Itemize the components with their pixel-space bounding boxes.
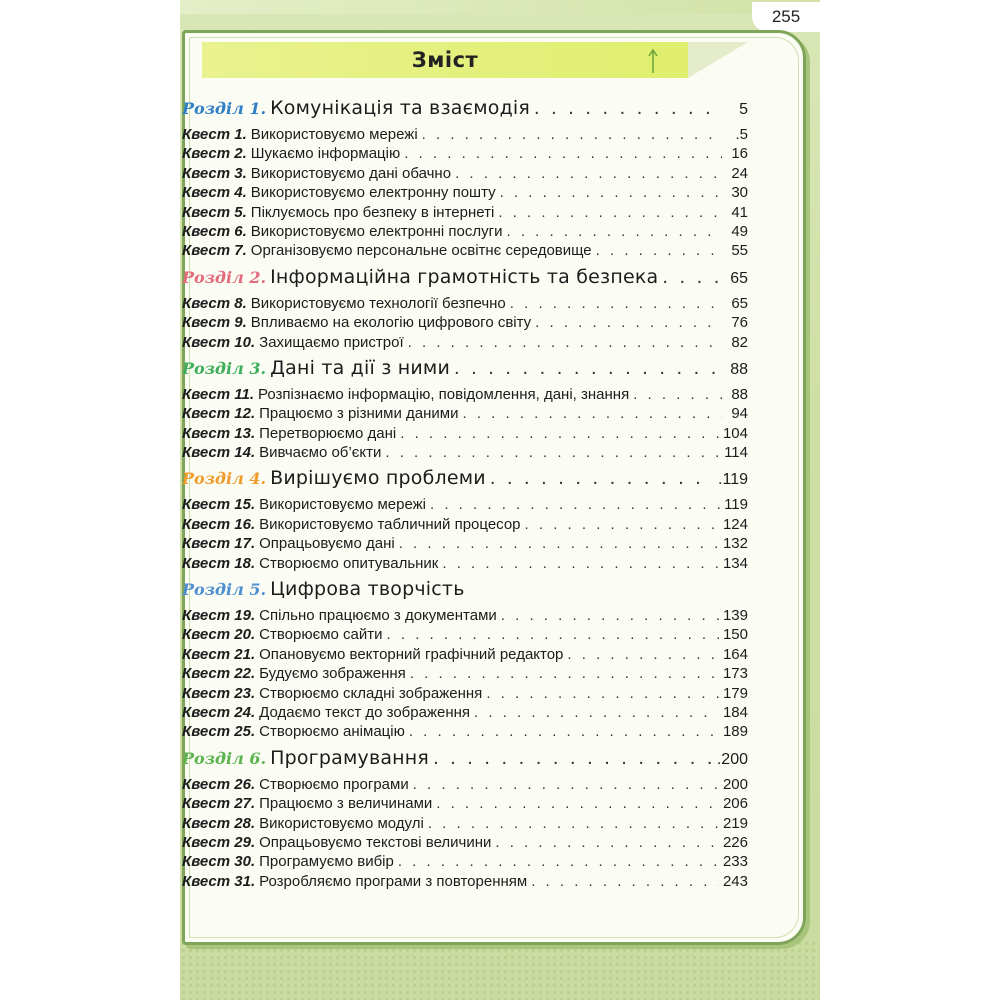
quest-row[interactable]	[182, 606, 748, 625]
dot-leader	[430, 495, 720, 514]
section-row[interactable]	[182, 575, 748, 603]
dot-leader	[436, 794, 719, 813]
quest-title: Використовуємо мережі	[250, 126, 418, 143]
quest-page-number: 226	[722, 833, 748, 851]
quest-label: Квест 20.	[182, 626, 256, 644]
dot-leader	[486, 684, 719, 703]
quest-label: Квест 27.	[182, 795, 256, 813]
quest-row[interactable]	[182, 294, 748, 313]
section-label: Розділ 5.	[182, 580, 267, 600]
quest-row[interactable]	[182, 703, 748, 722]
quest-row[interactable]	[182, 645, 748, 664]
quest-page-number: .5	[735, 126, 748, 143]
quest-page-number: 55	[731, 242, 748, 260]
dot-leader	[490, 464, 714, 492]
section-title: Інформаційна грамотність та безпека	[270, 265, 659, 288]
quest-page-number: 233	[722, 853, 748, 871]
quest-page-number: 114	[724, 444, 748, 462]
quest-title: Створюємо складні зображення	[259, 684, 483, 702]
section-page-number: 88	[730, 360, 748, 378]
quest-row[interactable]	[182, 852, 748, 871]
section-title: Комунікація та взаємодія	[270, 97, 531, 119]
quest-title: Впливаємо на екологію цифрового світу	[250, 314, 532, 332]
dot-leader	[662, 263, 722, 291]
quest-title: Вивчаємо об’єкти	[259, 444, 382, 462]
section-label: Розділ 3.	[182, 358, 267, 378]
quest-row[interactable]	[182, 404, 748, 423]
dot-leader	[404, 144, 722, 163]
quest-title: Використовуємо табличний процесор	[259, 515, 521, 533]
quest-title: Опрацьовуємо дані	[259, 535, 395, 553]
quest-page-number: 76	[731, 314, 748, 332]
quest-title: Розпізнаємо інформацію, повідомлення, дані, знання	[258, 385, 630, 403]
dot-leader	[501, 606, 719, 625]
section-row[interactable]	[182, 94, 748, 122]
quest-row[interactable]	[182, 684, 748, 703]
quest-label: Квест 12.	[182, 405, 256, 423]
quest-label: Квест 19.	[182, 607, 256, 625]
dot-leader	[409, 722, 719, 741]
quest-row[interactable]	[182, 722, 748, 741]
quest-label: Квест 23.	[182, 684, 256, 702]
quest-title: Використовуємо модулі	[259, 814, 424, 832]
section-title: Цифрова творчість	[270, 578, 465, 601]
quest-label: Квест 4.	[182, 184, 247, 202]
quest-row[interactable]	[182, 554, 748, 573]
dot-leader	[510, 294, 722, 313]
quest-row[interactable]	[182, 515, 748, 534]
quest-row[interactable]	[182, 625, 748, 644]
quest-label: Квест 17.	[182, 535, 256, 553]
quest-label: Квест 8.	[182, 294, 247, 312]
dot-leader	[410, 664, 719, 683]
quest-row[interactable]	[182, 164, 748, 183]
page-dot-pattern	[180, 940, 820, 1000]
quest-page-number: 41	[731, 203, 748, 221]
quest-row[interactable]	[182, 443, 748, 462]
section-row[interactable]	[182, 744, 748, 772]
quest-page-number: 65	[731, 294, 748, 312]
quest-label: Квест 15.	[182, 496, 256, 514]
quest-title: Створюємо анімацію	[259, 723, 405, 741]
quest-label: Квест 24.	[182, 703, 256, 721]
arrow-up-icon	[648, 48, 658, 74]
quest-row[interactable]	[182, 183, 748, 202]
quest-row[interactable]	[182, 144, 748, 163]
quest-title: Шукаємо інформацію	[250, 145, 401, 163]
quest-label: Квест 25.	[182, 723, 256, 741]
quest-row[interactable]	[182, 241, 748, 260]
dot-leader	[474, 703, 719, 722]
section-title: Дані та дії з ними	[270, 356, 451, 379]
quest-title: Опрацьовуємо текстові величини	[259, 833, 492, 851]
dot-leader	[385, 443, 720, 462]
quest-title: Створюємо опитувальник	[259, 554, 439, 572]
dot-leader	[500, 183, 722, 202]
dot-leader	[463, 404, 723, 423]
dot-leader	[531, 872, 719, 891]
quest-label: Квест 29.	[182, 833, 256, 851]
section-row[interactable]	[182, 354, 748, 382]
quest-row[interactable]	[182, 424, 748, 443]
quest-row[interactable]	[182, 125, 748, 144]
dot-leader	[596, 241, 722, 260]
page-top-decoration	[180, 0, 820, 14]
quest-page-number: 139	[722, 607, 748, 625]
quest-page-number: 124	[722, 515, 748, 533]
dot-leader	[422, 125, 722, 144]
quest-page-number: 24	[731, 164, 748, 182]
quest-page-number: 49	[731, 222, 748, 240]
quest-label: Квест 14.	[182, 444, 256, 462]
dot-leader	[507, 222, 723, 241]
quest-page-number: 119	[724, 496, 748, 514]
quest-title: Піклуємось про безпеку в інтернеті	[250, 203, 495, 221]
quest-label: Квест 11.	[182, 385, 255, 403]
section-label: Розділ 6.	[182, 748, 267, 768]
quest-row[interactable]	[182, 794, 748, 813]
quest-row[interactable]	[182, 872, 748, 891]
quest-label: Квест 22.	[182, 665, 256, 683]
quest-row[interactable]	[182, 775, 748, 794]
quest-title: Захищаємо пристрої	[259, 333, 404, 351]
quest-title: Програмуємо вибір	[259, 853, 394, 871]
quest-title: Розробляємо програми з повторенням	[259, 872, 528, 890]
quest-label: Квест 7.	[182, 242, 247, 260]
quest-label: Квест 30.	[182, 853, 256, 871]
section-row[interactable]	[182, 263, 748, 291]
quest-row[interactable]	[182, 333, 748, 352]
quest-page-number: 173	[722, 665, 748, 683]
quest-page-number: 219	[722, 814, 748, 832]
quest-row[interactable]	[182, 534, 748, 553]
section-title: Вирішуємо проблеми	[270, 467, 486, 490]
section-page-number: .200	[716, 750, 748, 768]
quest-label: Квест 1.	[182, 126, 247, 143]
quest-title: Спільно працюємо з документами	[259, 607, 497, 625]
quest-row[interactable]	[182, 814, 748, 833]
quest-page-number: 132	[722, 535, 748, 553]
quest-row[interactable]	[182, 222, 748, 241]
quest-row[interactable]	[182, 313, 748, 332]
quest-page-number: 104	[722, 424, 748, 442]
quest-title: Організовуємо персональне освітнє середовище	[250, 242, 592, 260]
dot-leader	[455, 164, 722, 183]
quest-label: Квест 10.	[182, 333, 256, 351]
quest-label: Квест 31.	[182, 872, 256, 890]
quest-label: Квест 3.	[182, 164, 247, 182]
quest-label: Квест 13.	[182, 424, 256, 442]
quest-page-number: 150	[722, 626, 748, 644]
quest-label: Квест 21.	[182, 645, 256, 663]
quest-page-number: 184	[722, 703, 748, 721]
quest-label: Квест 9.	[182, 314, 247, 332]
quest-row[interactable]	[182, 203, 748, 222]
quest-title: Використовуємо електронну пошту	[250, 184, 496, 202]
quest-label: Квест 6.	[182, 222, 247, 240]
page-number: 255	[752, 2, 820, 32]
quest-row[interactable]	[182, 664, 748, 683]
dot-leader	[400, 424, 719, 443]
quest-page-number: 94	[731, 405, 748, 423]
quest-row[interactable]	[182, 495, 748, 514]
quest-title: Використовуємо мережі	[259, 496, 427, 514]
quest-page-number: 30	[731, 184, 748, 202]
section-label: Розділ 4.	[182, 469, 267, 489]
dot-leader	[399, 534, 719, 553]
section-label: Розділ 1.	[182, 99, 267, 118]
dot-leader	[408, 333, 722, 352]
dot-leader	[525, 515, 719, 534]
dot-leader	[535, 313, 722, 332]
quest-label: Квест 16.	[182, 515, 256, 533]
section-page-number: 65	[730, 269, 748, 287]
quest-title: Додаємо текст до зображення	[259, 703, 471, 721]
quest-title: Створюємо програми	[259, 775, 409, 793]
quest-title: Будуємо зображення	[259, 665, 406, 683]
quest-row[interactable]	[182, 833, 748, 852]
quest-page-number: 200	[722, 775, 748, 793]
quest-label: Квест 26.	[182, 775, 256, 793]
dot-leader	[442, 554, 719, 573]
section-page-number: .119	[718, 471, 748, 489]
dot-leader	[498, 203, 722, 222]
dot-leader	[413, 775, 719, 794]
dot-leader	[428, 814, 719, 833]
dot-leader	[387, 625, 719, 644]
section-page-number: 5	[739, 101, 748, 118]
dot-leader	[433, 744, 713, 772]
dot-leader	[398, 852, 719, 871]
quest-title: Перетворюємо дані	[259, 424, 397, 442]
contents-heading: Зміст	[411, 48, 479, 72]
quest-title: Створюємо сайти	[259, 626, 383, 644]
quest-page-number: 134	[722, 554, 748, 572]
dot-leader	[633, 385, 722, 404]
quest-title: Використовуємо технології безпечно	[250, 294, 506, 312]
quest-label: Квест 28.	[182, 814, 256, 832]
section-label: Розділ 2.	[182, 267, 267, 287]
section-row[interactable]	[182, 464, 748, 492]
quest-page-number: 206	[722, 795, 748, 813]
quest-label: Квест 2.	[182, 145, 247, 163]
quest-title: Використовуємо дані обачно	[250, 164, 452, 182]
quest-title: Працюємо з різними даними	[259, 405, 459, 423]
quest-title: Працюємо з величинами	[259, 795, 433, 813]
quest-label: Квест 18.	[182, 554, 256, 572]
quest-page-number: 243	[722, 872, 748, 890]
quest-page-number: 82	[731, 333, 748, 351]
quest-title: Опановуємо векторний графічний редактор	[259, 645, 564, 663]
quest-row[interactable]	[182, 385, 748, 404]
section-title: Програмування	[270, 746, 430, 769]
dot-leader	[567, 645, 719, 664]
quest-page-number: 16	[731, 145, 748, 163]
quest-title: Використовуємо електронні послуги	[250, 222, 503, 240]
quest-page-number: 189	[722, 723, 748, 741]
dot-leader	[454, 354, 722, 382]
dot-leader	[495, 833, 719, 852]
table-of-contents	[182, 92, 748, 891]
dot-leader	[534, 94, 722, 122]
quest-page-number: 179	[722, 684, 748, 702]
quest-page-number: 88	[731, 385, 748, 403]
quest-label: Квест 5.	[182, 203, 247, 221]
quest-page-number: 164	[722, 645, 748, 663]
